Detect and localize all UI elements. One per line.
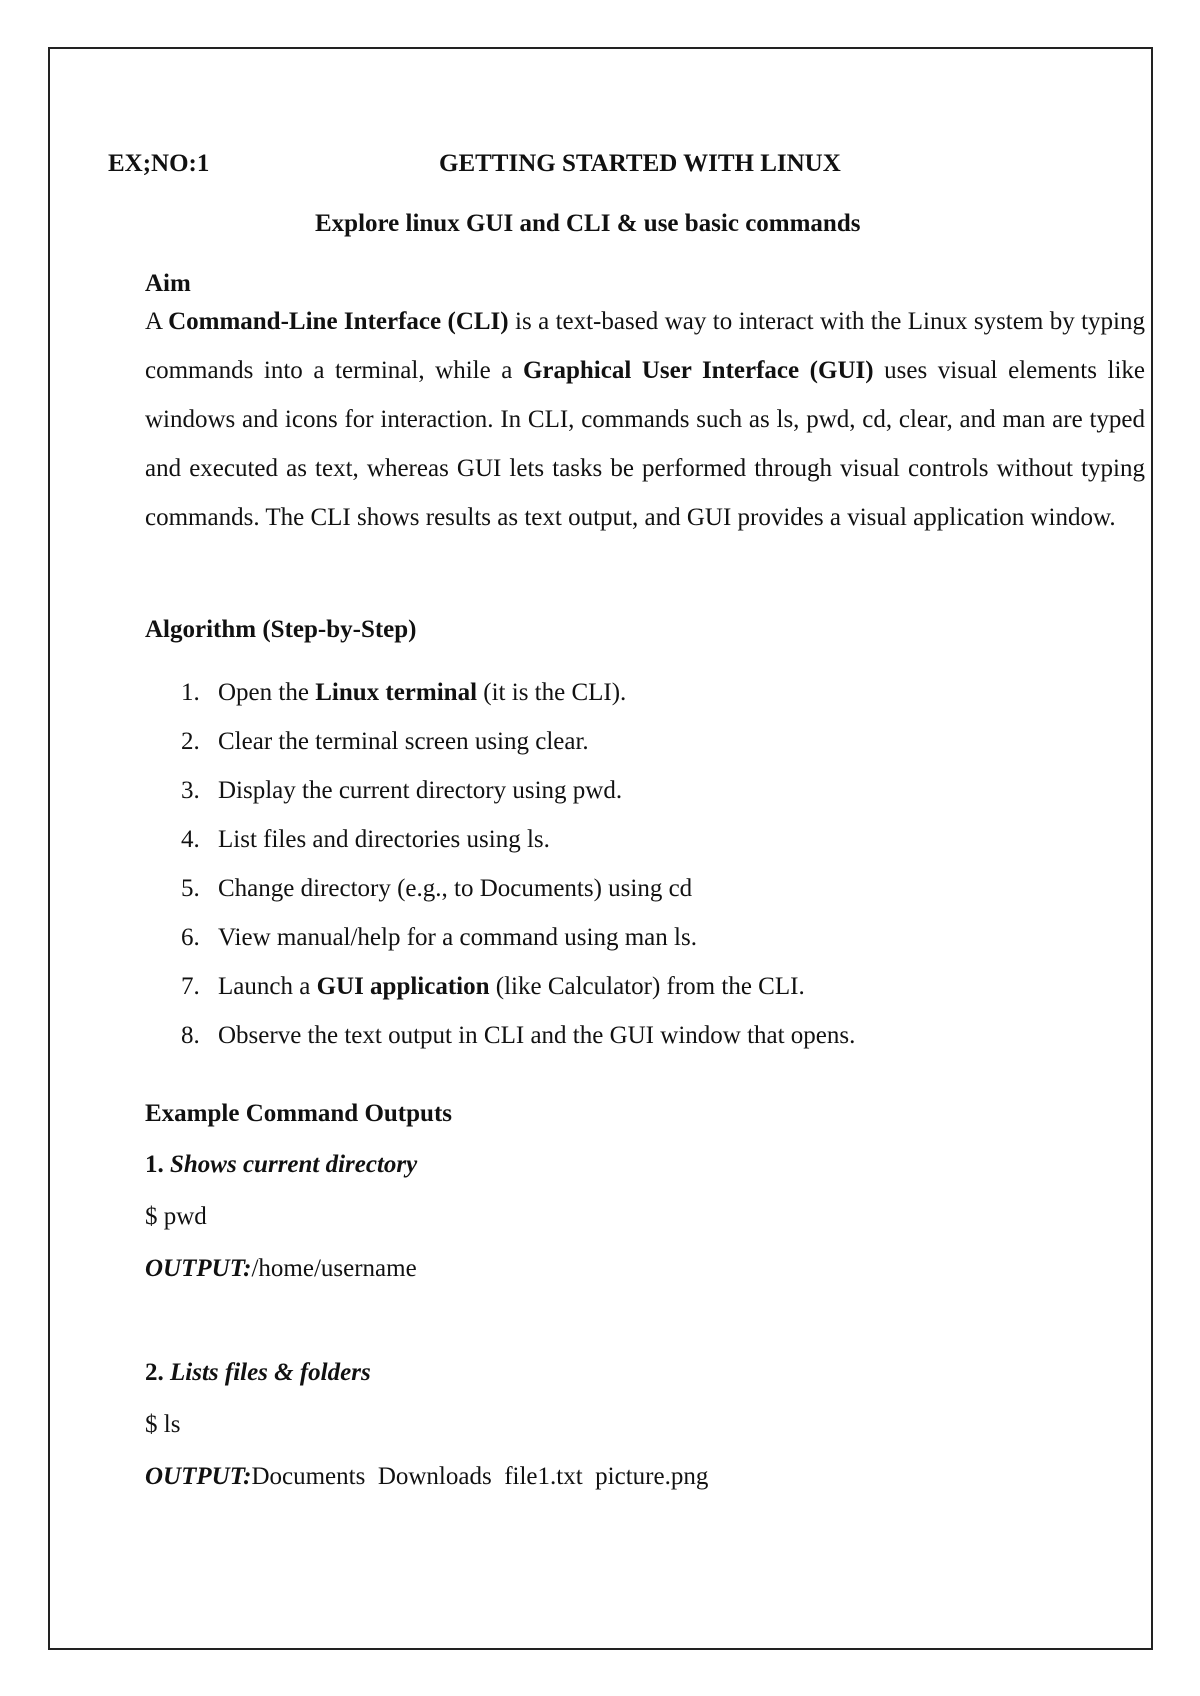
step-text: Change directory (e.g., to Documents) using cd — [218, 875, 693, 902]
aim-text-2: is a text-based way to interact with the Linux system by typing commands into a terminal, while a — [145, 308, 1145, 384]
step-number: 2. — [181, 728, 200, 755]
example-2-output — [145, 1452, 708, 1501]
algorithm-steps — [145, 668, 855, 1060]
list-item — [145, 913, 855, 962]
algorithm-heading: Algorithm (Step-by-Step) — [145, 616, 417, 643]
step-number: 8. — [181, 1022, 200, 1049]
example-1-caption: Shows current directory — [170, 1151, 418, 1178]
list-item — [145, 1011, 855, 1060]
step-number: 5. — [181, 875, 200, 902]
example-1-title — [145, 1140, 417, 1189]
example-2-number: 2. — [145, 1359, 170, 1386]
step-text-after: (like Calculator) from the CLI. — [489, 973, 805, 1000]
aim-text-3: uses visual elements like windows and icons for interaction. In CLI, commands such as ls, pwd, cd, clear, and man are typed and executed as text, whereas GUI lets tasks be performed through visual controls without typing commands. The CLI shows results as text output, and GUI provides a visual application window. — [145, 357, 1145, 531]
step-text-after: (it is the CLI). — [477, 679, 627, 706]
step-number: 6. — [181, 924, 200, 951]
step-number: 3. — [181, 777, 200, 804]
step-text: Display the current directory using pwd. — [218, 777, 623, 804]
step-text: Launch a — [218, 973, 317, 1000]
step-text: Observe the text output in CLI and the GUI window that opens. — [218, 1022, 856, 1049]
example-2-caption: Lists files & folders — [170, 1359, 371, 1386]
page-title: GETTING STARTED WITH LINUX — [439, 150, 841, 177]
step-number: 7. — [181, 973, 200, 1000]
example-1-command: $ pwd — [145, 1203, 207, 1230]
examples-heading: Example Command Outputs — [145, 1100, 452, 1127]
page-subtitle: Explore linux GUI and CLI & use basic commands — [315, 210, 861, 237]
output-value: Documents Downloads file1.txt picture.png — [251, 1463, 709, 1490]
step-bold-text: GUI application — [316, 973, 490, 1000]
step-text: Open the — [218, 679, 316, 706]
aim-text-1: A — [145, 308, 169, 335]
aim-bold-gui: Graphical User Interface (GUI) — [522, 357, 874, 384]
aim-bold-cli: Command-Line Interface (CLI) — [168, 308, 509, 335]
output-value: /home/username — [251, 1255, 417, 1282]
list-item — [145, 864, 855, 913]
exercise-number: EX;NO:1 — [108, 150, 210, 177]
list-item — [145, 668, 855, 717]
list-item — [145, 815, 855, 864]
output-label: OUTPUT: — [145, 1463, 252, 1490]
step-number: 4. — [181, 826, 200, 853]
aim-heading: Aim — [145, 270, 191, 297]
example-2-command: $ ls — [145, 1411, 181, 1438]
step-text: List files and directories using ls. — [218, 826, 550, 853]
example-1-number: 1. — [145, 1151, 170, 1178]
example-2-title — [145, 1348, 371, 1397]
step-text: Clear the terminal screen using clear. — [218, 728, 589, 755]
list-item — [145, 766, 855, 815]
step-text: View manual/help for a command using man ls. — [218, 924, 697, 951]
aim-paragraph — [145, 297, 1145, 542]
list-item — [145, 962, 855, 1011]
list-item — [145, 717, 855, 766]
step-number: 1. — [181, 679, 200, 706]
output-label: OUTPUT: — [145, 1255, 252, 1282]
step-bold-text: Linux terminal — [315, 679, 478, 706]
example-1-output — [145, 1244, 417, 1293]
